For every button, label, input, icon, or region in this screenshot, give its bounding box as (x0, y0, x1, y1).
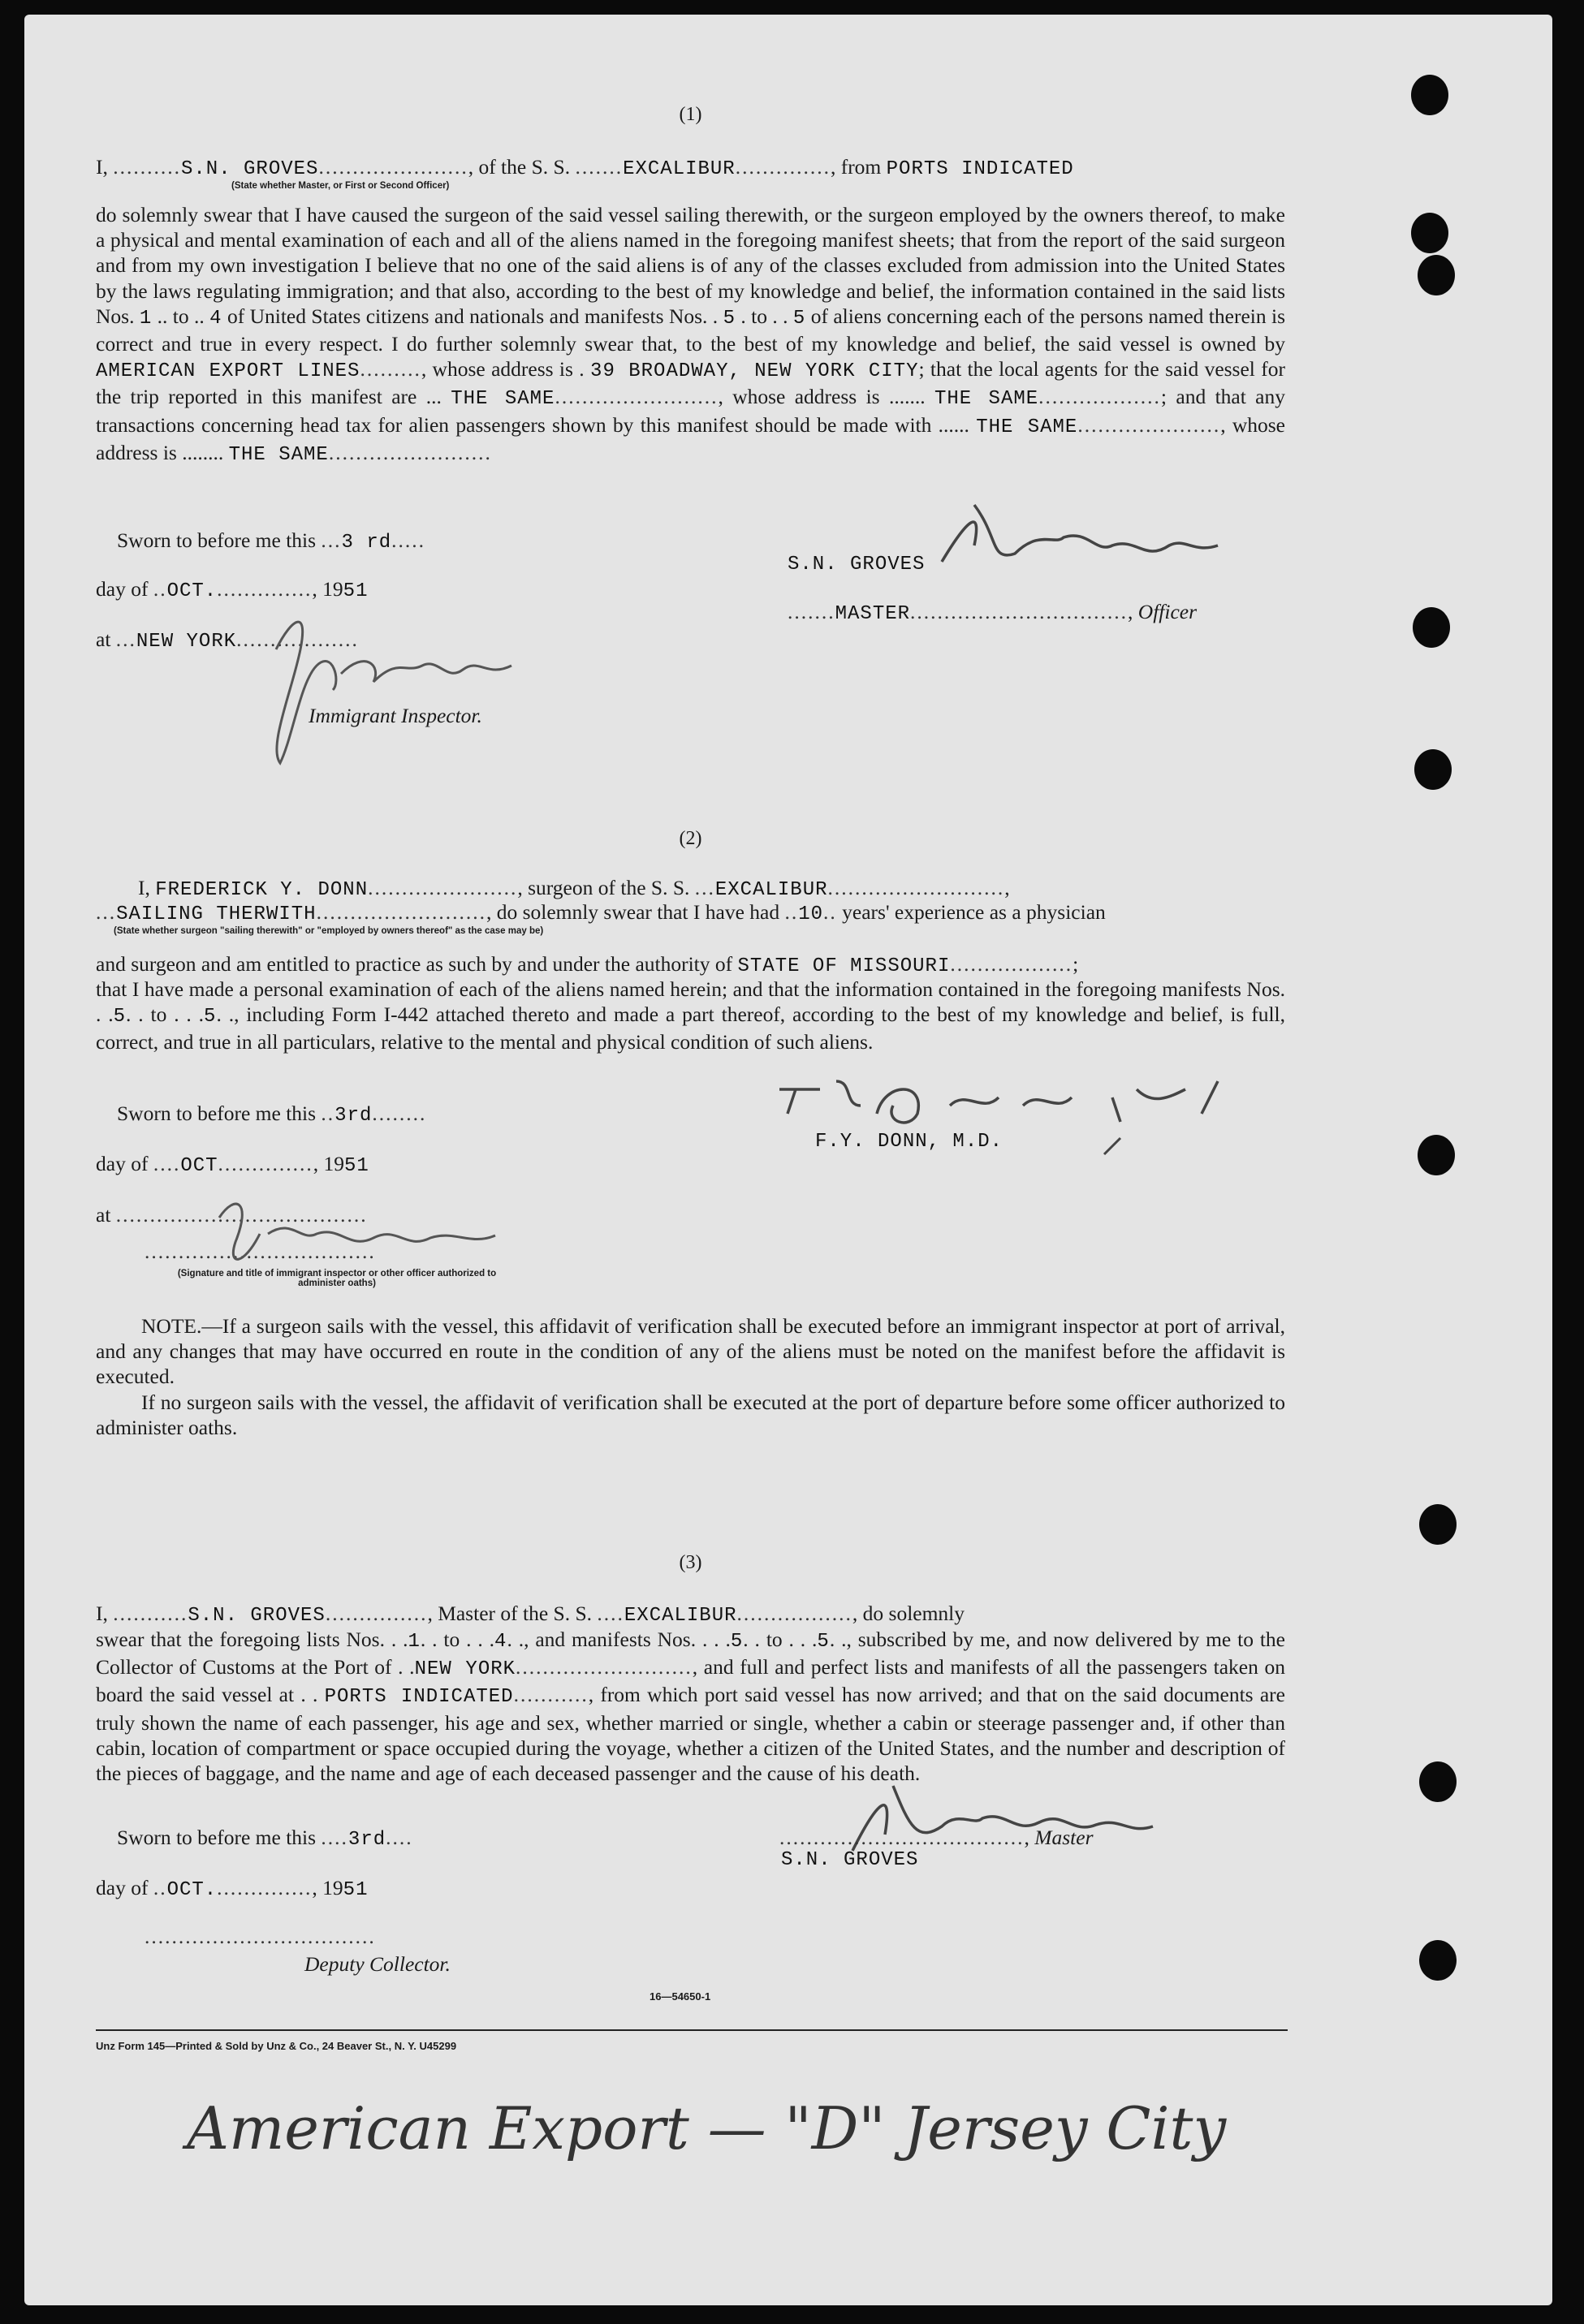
handwritten-note: American Export — "D" Jersey City (187, 2094, 1227, 2162)
delivery-manifests-to: 5 (817, 1631, 830, 1653)
lists-from: 1 (139, 307, 153, 330)
owner: AMERICAN EXPORT LINES (96, 360, 360, 383)
agents: THE SAME (451, 388, 555, 411)
manifests-from: 5 (723, 307, 736, 330)
sig-caption-2: (Signature and title of immigrant inspector or other officer authorized to administer oaths) (177, 1269, 497, 1288)
at-line-1: at ...NEW YORK.................. (96, 627, 359, 653)
sailing-caption: (State whether surgeon "sailing therewith" or "employed by owners thereof" as the case may be) (114, 926, 544, 936)
at-line-2: at ..................................... (96, 1203, 368, 1227)
sworn-day-3: 3rd (347, 1829, 386, 1851)
day-line-2: day of ....OCT.............., 1951 (96, 1152, 369, 1177)
day-line-3: day of ..OCT..............., 1951 (96, 1876, 369, 1901)
affidavit-delivery-section (96, 1552, 1285, 1574)
authority: STATE OF MISSOURI (737, 955, 951, 977)
sworn-line-3: Sworn to before me this ....3rd.... (117, 1826, 413, 1851)
form-number: 16—54650-1 (650, 1990, 711, 2003)
master-signed-name: S.N. GROVES (788, 554, 926, 576)
note-label: NOTE. (141, 1314, 202, 1338)
officer-label: Officer (1137, 600, 1198, 623)
sworn-year-3: 51 (343, 1879, 369, 1901)
officer-line: .......MASTER................................, Officer (788, 600, 1198, 625)
headtax-agent: THE SAME (976, 416, 1078, 438)
surgeon-line-1: I, FREDERICK Y. DONN......................, surgeon of the S. S. ...EXCALIBUR.........................., (138, 876, 1010, 901)
inspector-label: Immigrant Inspector. (309, 704, 482, 727)
from-ports: PORTS INDICATED (886, 158, 1074, 180)
sworn-at-1: NEW YORK (136, 631, 237, 653)
delivery-oath-body: swear that the foregoing lists Nos. . .1. . to . . .4. ., and manifests Nos. . . .5. . to . . .5. ., subscribed by me, and now delivered by me to the Collector of Customs at the Port of . .NEW YORK.........................., and full and perfect lists and manifests of all the passengers taken on board the said vessel at . . PORTS INDICATED..........., from which port said vessel has now arrived; and that on the said documents are truly shown the name of each passenger, his age and sex, whether married or single, whether a cabin or steerage passenger and, if other than cabin, location of compartment or space occupied during the voyage, whether a citizen of the United States, and the number and description of the pieces of baggage, and the name and age of each deceased passenger and the cause of his death. (96, 1628, 1285, 1786)
sworn-month-3: OCT. (166, 1879, 218, 1901)
note-paragraph-2: If no surgeon sails with the vessel, the affidavit of verification shall be executed at the port of departure before some officer authorized to administer oaths. (96, 1391, 1285, 1440)
sworn-year-1: 51 (343, 580, 369, 602)
sworn-day-2: 3rd (334, 1105, 373, 1127)
delivery-lists-to: 4 (494, 1631, 507, 1653)
delivery-line-1: I, ...........S.N. GROVES..............., Master of the S. S. ....EXCALIBUR................., do solemnly (96, 1602, 965, 1627)
note-text: —If a surgeon sails with the vessel, this affidavit of verification shall be executed before an immigrant inspector at port of arrival, and any changes that may have occurred en route in the condition of any of the aliens must be noted on the manifest before the affidavit is executed. (96, 1314, 1285, 1389)
delivery-lists-from: 1 (408, 1631, 421, 1653)
sailing-status: SAILING THERWITH (116, 903, 317, 925)
oath-text: do solemnly swear that I have caused the surgeon of the said vessel sailing therewith, or the surgeon employed by the owners thereof, to make a physical and mental examination of each and all of the aliens named in the foregoing manifest sheets; that from the report of the said surgeon and from my own investigation I believe that no one of the said aliens is of any of the classes excluded from admission into the United States by the laws regulating immigration; and that also, according to the best of my knowledge and belief, the information contained in the said lists Nos. (96, 203, 1285, 328)
sworn-year-2: 51 (344, 1155, 369, 1177)
master-caption: (State whether Master, or First or Second Officer) (231, 181, 450, 191)
agents-address: THE SAME (934, 388, 1039, 411)
delivery-master: S.N. GROVES (188, 1605, 326, 1627)
sworn-day-1: 3 rd (341, 532, 392, 554)
section-number: (1) (679, 104, 702, 125)
inspector-signature (244, 601, 536, 787)
years-experience: 10 (798, 903, 824, 925)
oath-line-1: I, ..........S.N. GROVES......................, of the S. S. .......EXCALIBUR.............., from PORTS INDICATED (96, 155, 1074, 180)
master-label: Master (1034, 1826, 1094, 1849)
affidavit-master-section (96, 104, 1285, 126)
affidavit-surgeon-section (96, 828, 1285, 850)
surgeon-oath-body: that I have made a personal examination of each of the aliens named herein; and that the information contained in the foregoing manifests Nos. . .5. . to . . .5. ., including Form I-442 attached thereto and made a part thereof, according to the best of my knowledge and belief, is full, correct, and true in all particulars, relative to the mental and physical condition of such aliens. (96, 977, 1285, 1054)
master-oath-body: do solemnly swear that I have caused the surgeon of the said vessel sailing therewith, or the surgeon employed by the owners thereof, to make a physical and mental examination of each and all of the aliens named in the foregoing manifest sheets; that from the report of the said surgeon and from my own investigation I believe that no one of the said aliens is of any of the classes excluded from admission into the United States by the laws regulating immigration; and that also, according to the best of my knowledge and belief, the information contained in the said lists Nos. 1 .. to .. 4 of United States citizens and nationals and manifests Nos. . 5 . to . . 5 of aliens concerning each of the persons named therein is correct and true in every respect. I do further solemnly swear that, to the best of my knowledge and belief, the said vessel is owned by AMERICAN EXPORT LINES........., whose address is . 39 BROADWAY, NEW YORK CITY; that the local agents for the said vessel for the trip reported in this manifest are ... THE SAME........................, whose address is ....... THE SAME..................; and that any transactions concerning head tax for alien passengers shown by this manifest should be made with ...... THE SAME....................., whose address is ........ THE SAME........................ (96, 203, 1285, 466)
master-line-3: ...................................., Master (779, 1826, 1094, 1849)
surgeon-manifest-from: 5 (113, 1006, 127, 1028)
sworn-month-2: OCT (180, 1155, 218, 1177)
note-paragraph (96, 1313, 1285, 1390)
surgeon-signed-name: F.Y. DONN, M.D. (815, 1131, 1003, 1153)
surgeon-manifest-to: 5 (204, 1006, 217, 1028)
manifests-to: 5 (792, 307, 806, 330)
inspector-signature-2 (187, 1185, 520, 1283)
owner-address: 39 BROADWAY, NEW YORK CITY (590, 360, 919, 383)
delivery-port: NEW YORK (414, 1658, 516, 1681)
surgeon-vessel: EXCALIBUR (714, 879, 828, 901)
master-title: MASTER (835, 603, 911, 625)
sig-line-2: .................................. (145, 1240, 376, 1263)
master-signature (926, 497, 1267, 578)
sworn-line-2: Sworn to before me this ..3rd........ (117, 1102, 427, 1127)
vessel-name: EXCALIBUR (623, 158, 736, 180)
section-number: (3) (679, 1552, 702, 1573)
delivery-vessel: EXCALIBUR (624, 1605, 737, 1627)
deputy-label: Deputy Collector. (304, 1952, 451, 1976)
deputy-sig-line: .................................. (145, 1925, 376, 1948)
surgeon-name: FREDERICK Y. DONN (155, 879, 369, 901)
section-number: (2) (679, 828, 702, 849)
boarded-at: PORTS INDICATED (324, 1686, 514, 1709)
sworn-line-1: Sworn to before me this ...3 rd..... (117, 528, 426, 554)
headtax-address: THE SAME (228, 443, 329, 466)
lists-to: 4 (209, 307, 222, 330)
surgeon-line-2: ...SAILING THERWITH........................., do solemnly swear that I have had ..10.. years' experience as a physician (96, 900, 1106, 925)
master-name: S.N. GROVES (181, 158, 319, 180)
sworn-month-1: OCT. (166, 580, 218, 602)
delivery-manifests-from: 5 (730, 1631, 744, 1653)
printer-footer: Unz Form 145—Printed & Sold by Unz & Co., 24 Beaver St., N. Y. U45299 (96, 2040, 457, 2052)
delivery-signed-name: S.N. GROVES (781, 1849, 919, 1871)
day-line-1: day of ..OCT..............., 1951 (96, 577, 369, 602)
surgeon-line-3: and surgeon and am entitled to practice as such by and under the authority of STATE OF MISSOURI..................; (96, 952, 1079, 977)
